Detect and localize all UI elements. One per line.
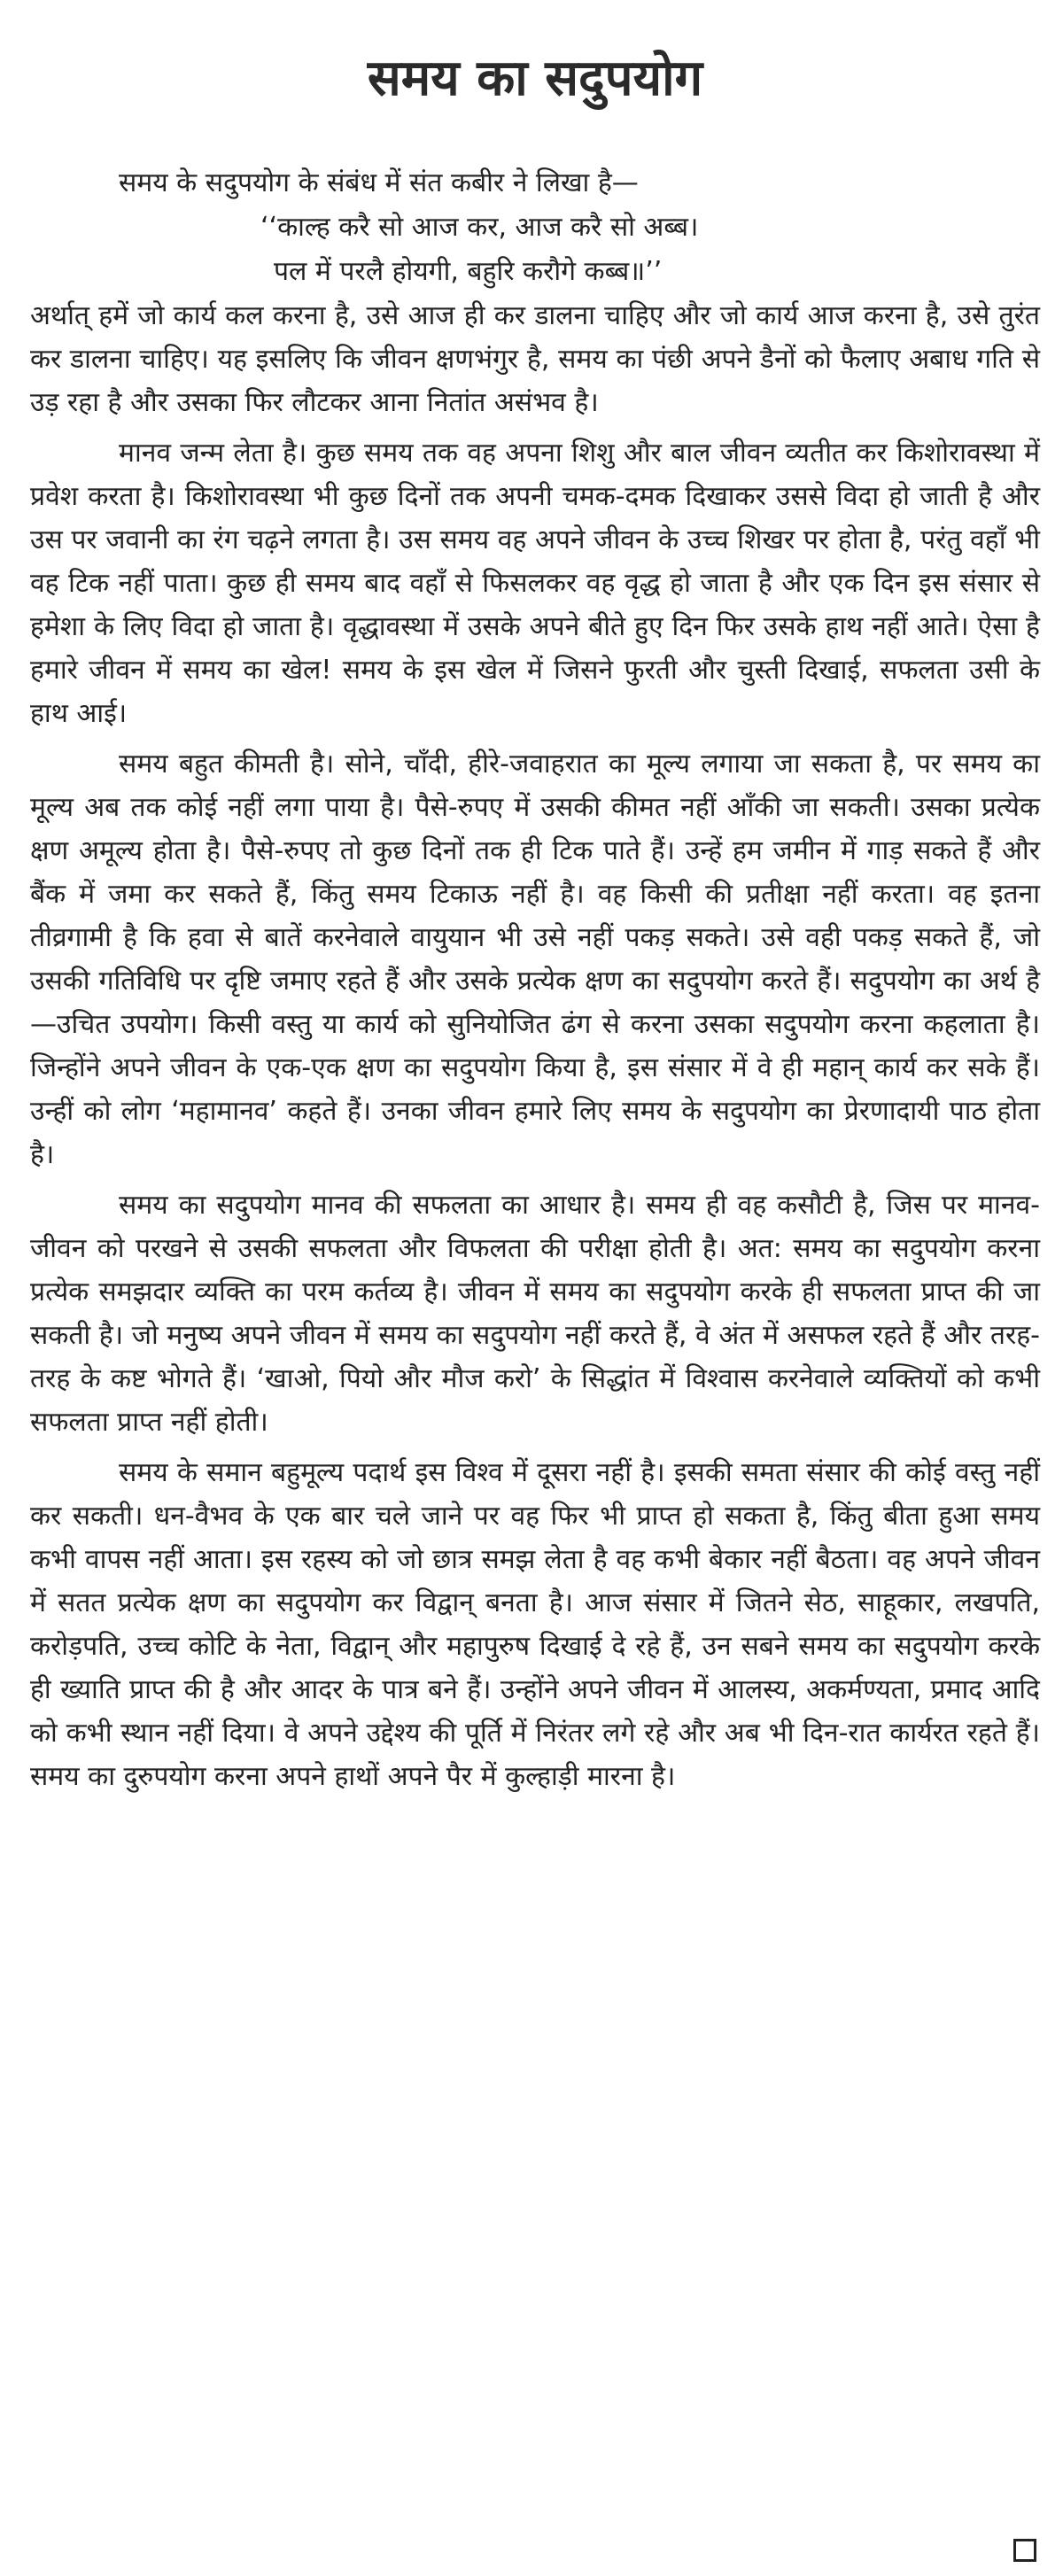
essay-page xyxy=(30,0,1040,2576)
paragraph-4: समय का सदुपयोग मानव की सफलता का आधार है। समय ही वह कसौटी है, जिस पर मानव-जीवन को परखने से उसकी सफलता और विफलता की परीक्षा होती है। अत: समय का सदुपयोग करना प्रत्येक समझदार व्यक्ति का परम कर्तव्य है। जीवन में समय का सदुपयोग करके ही सफलता प्राप्त की जा सकती है। जो मनुष्य अपने जीवन में समय का सदुपयोग नहीं करते हैं, वे अंत में असफल रहते हैं और तरह-तरह के कष्ट भोगते हैं। ‘खाओ, पियो और मौज करो’ के सिद्धांत में विश्वास करनेवाले व्यक्तियों को कभी सफलता प्राप्त नहीं होती। xyxy=(30,1190,1040,1438)
end-of-essay-box-icon xyxy=(1013,2539,1036,2562)
paragraph-1: अर्थात् हमें जो कार्य कल करना है, उसे आज ही कर डालना चाहिए और जो कार्य आज करना है, उसे तुरंत कर डालना चाहिए। यह इसलिए कि जीवन क्षणभंगुर है, समय का पंछी अपने डैनों को फैलाए अबाध गति से उड़ रहा है और उसका फिर लौटकर आना नितांत असंभव है। xyxy=(30,300,1040,418)
essay-title: समय का सदुपयोग xyxy=(367,49,703,107)
paragraph-2: मानव जन्म लेता है। कुछ समय तक वह अपना शिशु और बाल जीवन व्यतीत कर किशोरावस्था में प्रवेश करता है। किशोरावस्था भी कुछ दिनों तक अपनी चमक-दमक दिखाकर उससे विदा हो जाती है और उस पर जवानी का रंग चढ़ने लगता है। उस समय वह अपने जीवन के उच्च शिखर पर होता है, परंतु वहाँ भी वह टिक नहीं पाता। कुछ ही समय बाद वहाँ से फिसलकर वह वृद्ध हो जाता है और एक दिन इस संसार से हमेशा के लिए विदा हो जाता है। वृद्धावस्था में उसके अपने बीते हुए दिन फिर उसके हाथ नहीं आते। ऐसा है हमारे जीवन में समय का खेल! समय के इस खेल में जिसने फुरती और चुस्ती दिखाई, सफलता उसी के हाथ आई। xyxy=(30,438,1040,729)
paragraph-3: समय बहुत कीमती है। सोने, चाँदी, हीरे-जवाहरात का मूल्य लगाया जा सकता है, पर समय का मूल्य अब तक कोई नहीं लगा पाया है। पैसे-रुपए में उसकी कीमत नहीं आँकी जा सकती। उसका प्रत्येक क्षण अमूल्य होता है। पैसे-रुपए तो कुछ दिनों तक ही टिक पाते हैं। उन्हें हम जमीन में गाड़ सकते हैं और बैंक में जमा कर सकते हैं, किंतु समय टिकाऊ नहीं है। वह किसी की प्रतीक्षा नहीं करता। वह इतना तीव्रगामी है कि हवा से बातें करनेवाले वायुयान भी उसे नहीं पकड़ सकते। उसे वही पकड़ सकते हैं, जो उसकी गतिविधि पर दृष्टि जमाए रहते हैं और उसके प्रत्येक क्षण का सदुपयोग करते हैं। सदुपयोग का अर्थ है—उचित उपयोग। किसी वस्तु या कार्य को सुनियोजित ढंग से करना उसका सदुपयोग करना कहलाता है। जिन्होंने अपने जीवन के एक-एक क्षण का सदुपयोग किया है, इस संसार में वे ही महान् कार्य कर सके हैं। उन्हीं को लोग ‘महामानव’ कहते हैं। उनका जीवन हमारे लिए समय के सदुपयोग का प्रेरणादायी पाठ होता है। xyxy=(30,749,1040,1170)
couplet-line-1: ‘‘काल्ह करै सो आज कर, आज करै सो अब्ब। xyxy=(260,212,699,243)
couplet-line-2: पल में परलै होयगी, बहुरि करौगे कब्ब॥’’ xyxy=(274,256,663,287)
intro-line: समय के सदुपयोग के संबंध में संत कबीर ने लिखा है— xyxy=(119,167,639,198)
paragraph-5: समय के समान बहुमूल्य पदार्थ इस विश्व में दूसरा नहीं है। इसकी समता संसार की कोई वस्तु नहीं कर सकती। धन-वैभव के एक बार चले जाने पर वह फिर भी प्राप्त हो सकता है, किंतु बीता हुआ समय कभी वापस नहीं आता। इस रहस्य को जो छात्र समझ लेता है वह कभी बेकार नहीं बैठता। वह अपने जीवन में सतत प्रत्येक क्षण का सदुपयोग कर विद्वान् बनता है। आज संसार में जितने सेठ, साहूकार, लखपति, करोड़पति, उच्च कोटि के नेता, विद्वान् और महापुरुष दिखाई दे रहे हैं, उन सबने समय का सदुपयोग करके ही ख्याति प्राप्त की है और आदर के पात्र बने हैं। उन्होंने अपने जीवन में आलस्य, अकर्मण्यता, प्रमाद आदि को कभी स्थान नहीं दिया। वे अपने उद्देश्य की पूर्ति में निरंतर लगे रहे और अब भी दिन-रात कार्यरत रहते हैं। समय का दुरुपयोग करना अपने हाथों अपने पैर में कुल्हाड़ी मारना है। xyxy=(30,1457,1040,1792)
